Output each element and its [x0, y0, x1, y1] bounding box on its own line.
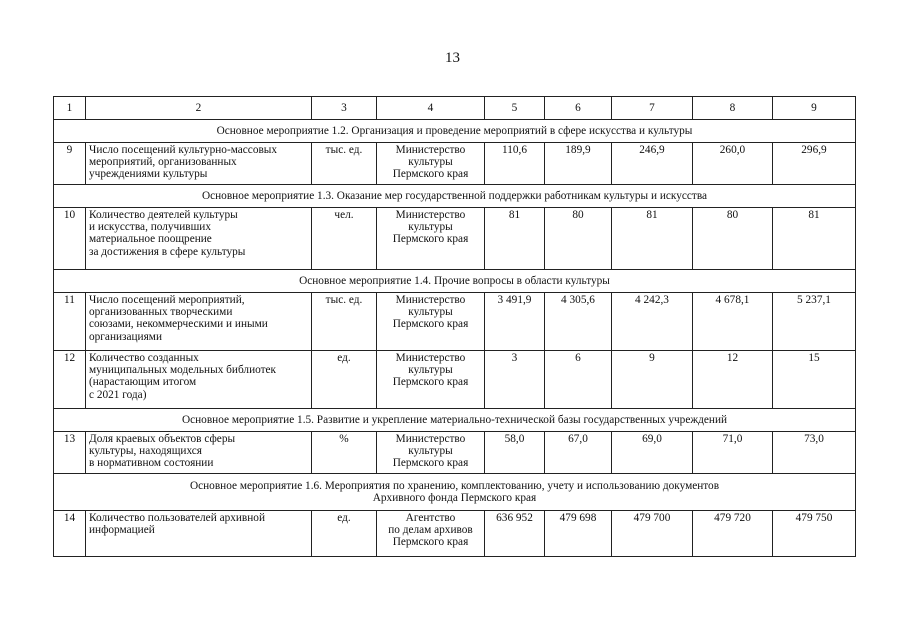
indicator-name: Количество пользователей архивной информацией — [86, 511, 312, 557]
page-number: 13 — [445, 50, 460, 66]
indicator-name: Количество созданных муниципальных модельных библиотек (нарастающим итогом с 2021 года) — [86, 351, 312, 409]
unit-of-measure: тыс. ед. — [312, 143, 377, 185]
column-number: 9 — [773, 97, 856, 120]
table-body — [54, 97, 856, 557]
table-row — [54, 143, 856, 185]
section-title: Основное мероприятие 1.4. Прочие вопросы в области культуры — [54, 270, 856, 293]
unit-of-measure: чел. — [312, 208, 377, 270]
indicator-value: 69,0 — [612, 432, 693, 474]
indicator-value: 636 952 — [485, 511, 545, 557]
indicator-value: 260,0 — [693, 143, 773, 185]
indicator-value: 3 — [485, 351, 545, 409]
indicator-value: 189,9 — [545, 143, 612, 185]
indicator-value: 80 — [693, 208, 773, 270]
indicator-value: 9 — [612, 351, 693, 409]
section-title: Основное мероприятие 1.5. Развитие и укрепление материально-технической базы государственных учреждений — [54, 409, 856, 432]
section-title: Основное мероприятие 1.3. Оказание мер государственной поддержки работникам культуры и искусства — [54, 185, 856, 208]
row-number: 12 — [54, 351, 86, 409]
table-row — [54, 432, 856, 474]
section-title: Основное мероприятие 1.2. Организация и проведение мероприятий в сфере искусства и культуры — [54, 120, 856, 143]
section-row — [54, 185, 856, 208]
section-row — [54, 409, 856, 432]
unit-of-measure: тыс. ед. — [312, 293, 377, 351]
column-number: 7 — [612, 97, 693, 120]
indicator-value: 296,9 — [773, 143, 856, 185]
indicator-value: 81 — [612, 208, 693, 270]
indicators-table — [53, 96, 856, 557]
indicator-name: Число посещений мероприятий, организованных творческими союзами, некоммерческими и иными организациями — [86, 293, 312, 351]
indicator-value: 58,0 — [485, 432, 545, 474]
row-number: 14 — [54, 511, 86, 557]
indicator-value: 246,9 — [612, 143, 693, 185]
indicator-value: 71,0 — [693, 432, 773, 474]
column-number: 3 — [312, 97, 377, 120]
executor-name: Министерство культуры Пермского края — [377, 143, 485, 185]
indicator-value: 12 — [693, 351, 773, 409]
section-row — [54, 120, 856, 143]
executor-name: Министерство культуры Пермского края — [377, 432, 485, 474]
indicator-value: 4 242,3 — [612, 293, 693, 351]
row-number: 9 — [54, 143, 86, 185]
unit-of-measure: ед. — [312, 351, 377, 409]
indicator-name: Число посещений культурно-массовых мероприятий, организованных учреждениями культуры — [86, 143, 312, 185]
section-title: Основное мероприятие 1.6. Мероприятия по хранению, комплектованию, учету и использованию документов Архивного фонда Пермского края — [54, 474, 856, 511]
indicator-value: 4 678,1 — [693, 293, 773, 351]
table-row — [54, 351, 856, 409]
executor-name: Агентство по делам архивов Пермского края — [377, 511, 485, 557]
indicator-value: 110,6 — [485, 143, 545, 185]
indicator-value: 73,0 — [773, 432, 856, 474]
column-number: 8 — [693, 97, 773, 120]
executor-name: Министерство культуры Пермского края — [377, 293, 485, 351]
unit-of-measure: ед. — [312, 511, 377, 557]
indicator-value: 3 491,9 — [485, 293, 545, 351]
column-number: 2 — [86, 97, 312, 120]
indicator-value: 479 750 — [773, 511, 856, 557]
column-number: 4 — [377, 97, 485, 120]
indicator-value: 5 237,1 — [773, 293, 856, 351]
row-number: 10 — [54, 208, 86, 270]
indicator-value: 479 700 — [612, 511, 693, 557]
executor-name: Министерство культуры Пермского края — [377, 208, 485, 270]
indicator-value: 81 — [485, 208, 545, 270]
section-row — [54, 270, 856, 293]
column-number: 5 — [485, 97, 545, 120]
column-number: 1 — [54, 97, 86, 120]
indicator-name: Доля краевых объектов сферы культуры, находящихся в нормативном состоянии — [86, 432, 312, 474]
indicator-value: 81 — [773, 208, 856, 270]
indicator-value: 4 305,6 — [545, 293, 612, 351]
indicator-value: 80 — [545, 208, 612, 270]
table-row — [54, 208, 856, 270]
indicator-value: 479 698 — [545, 511, 612, 557]
indicator-value: 6 — [545, 351, 612, 409]
indicator-name: Количество деятелей культуры и искусства, получивших материальное поощрение за достижения в сфере культуры — [86, 208, 312, 270]
column-number-row — [54, 97, 856, 120]
executor-name: Министерство культуры Пермского края — [377, 351, 485, 409]
unit-of-measure: % — [312, 432, 377, 474]
indicator-value: 479 720 — [693, 511, 773, 557]
table-row — [54, 511, 856, 557]
column-number: 6 — [545, 97, 612, 120]
indicator-value: 67,0 — [545, 432, 612, 474]
table-row — [54, 293, 856, 351]
indicator-value: 15 — [773, 351, 856, 409]
row-number: 11 — [54, 293, 86, 351]
row-number: 13 — [54, 432, 86, 474]
section-row — [54, 474, 856, 511]
